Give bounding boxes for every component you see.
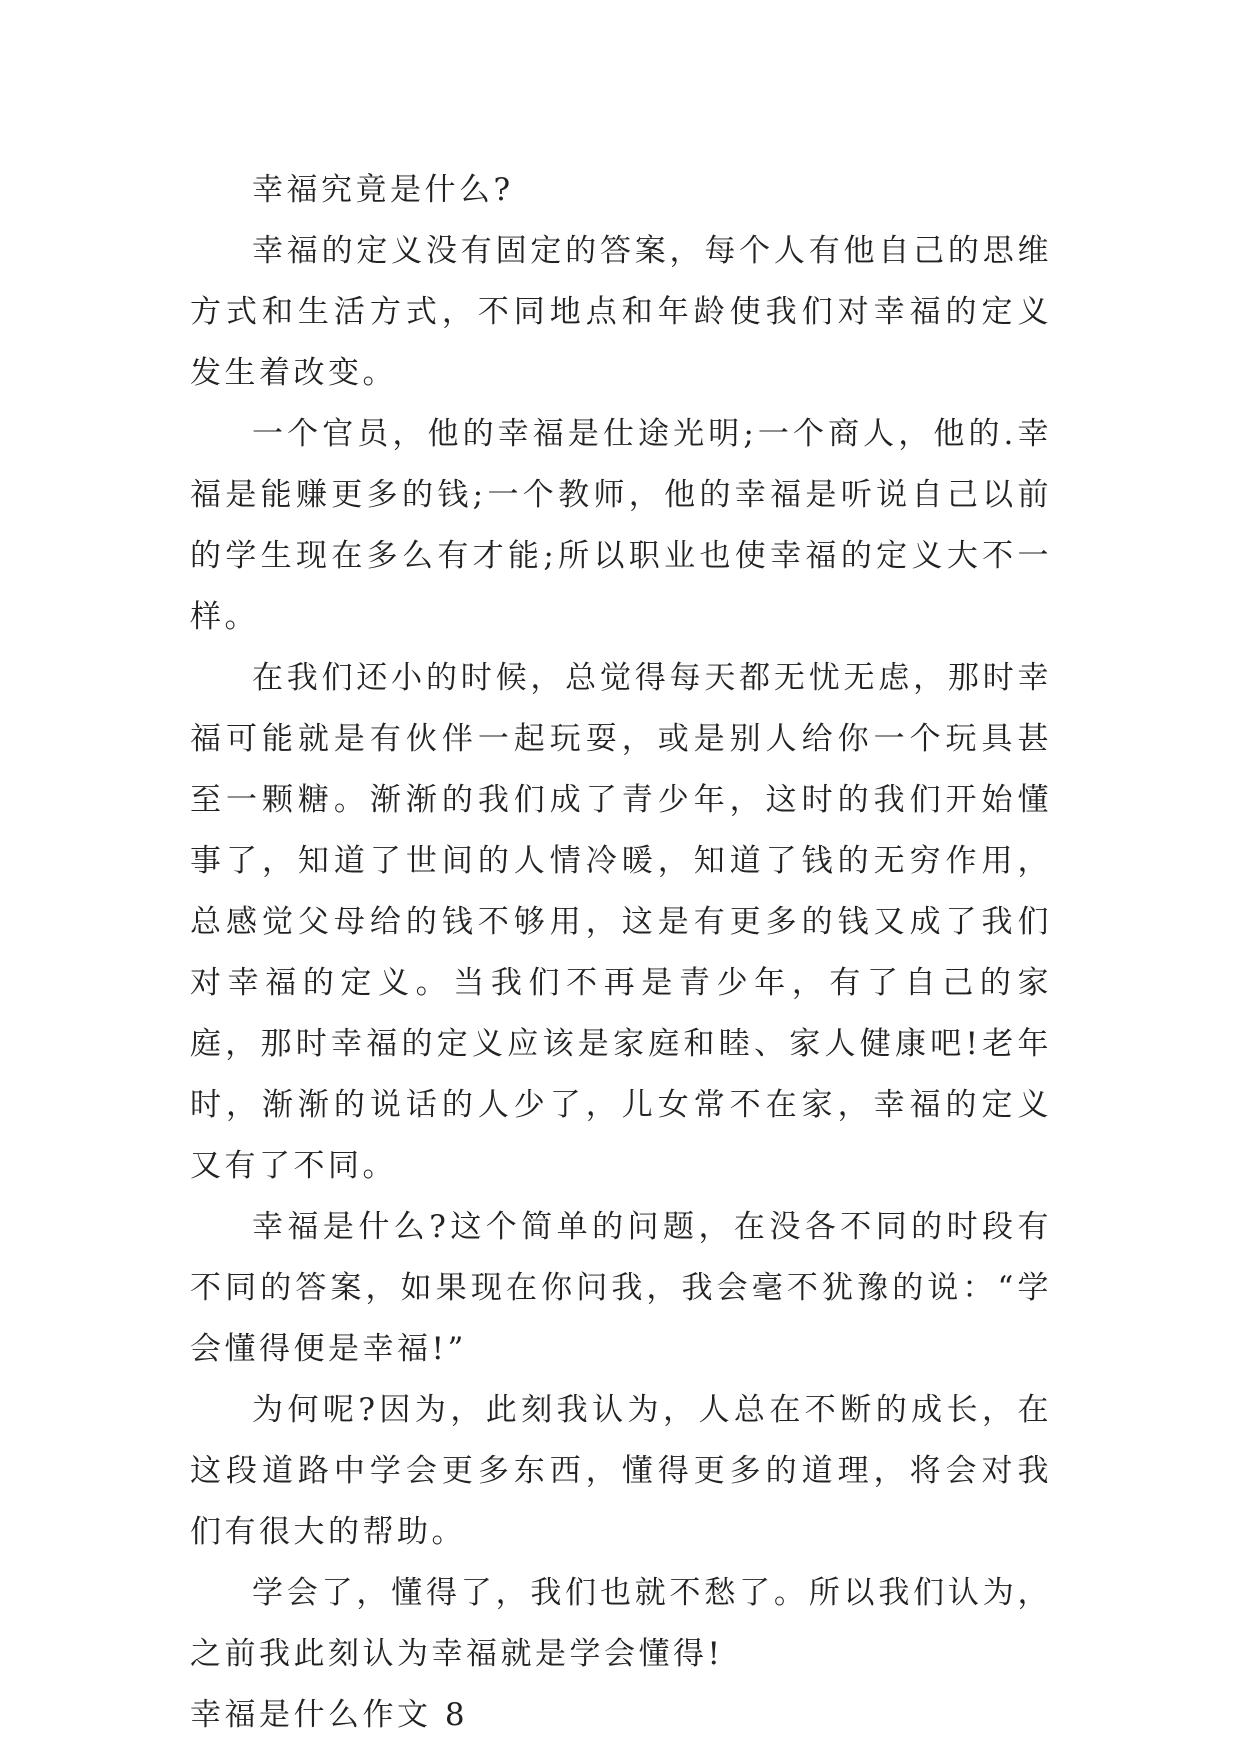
paragraph-professions: 一个官员，他的幸福是仕途光明;一个商人，他的.幸福是能赚更多的钱;一个教师，他的幸福是听说自己以前的学生现在多么有才能;所以职业也使幸福的定义大不一样。 [190, 416, 1052, 635]
document-body [190, 160, 1052, 1746]
paragraph-definition: 幸福的定义没有固定的答案，每个人有他自己的思维方式和生活方式，不同地点和年龄使我们对幸福的定义发生着改变。 [190, 233, 1052, 391]
paragraph-question: 幸福究竟是什么? [252, 172, 514, 208]
paragraph-conclusion: 学会了，懂得了，我们也就不愁了。所以我们认为，之前我此刻认为幸福就是学会懂得! [190, 1575, 1052, 1672]
paragraph-reason: 为何呢?因为，此刻我认为，人总在不断的成长，在这段道路中学会更多东西，懂得更多的道理，将会对我们有很大的帮助。 [190, 1392, 1052, 1550]
section-heading: 幸福是什么作文 8 [190, 1697, 469, 1733]
paragraph-life-stages: 在我们还小的时候，总觉得每天都无忧无虑，那时幸福可能就是有伙伴一起玩耍，或是别人给你一个玩具甚至一颗糖。渐渐的我们成了青少年，这时的我们开始懂事了，知道了世间的人情冷暖，知道了钱的无穷作用，总感觉父母给的钱不够用，这是有更多的钱又成了我们对幸福的定义。当我们不再是青少年，有了自己的家庭，那时幸福的定义应该是家庭和睦、家人健康吧!老年时，渐渐的说话的人少了，儿女常不在家，幸福的定义又有了不同。 [190, 660, 1052, 1184]
paragraph-answer: 幸福是什么?这个简单的问题，在没各不同的时段有不同的答案，如果现在你问我，我会毫不犹豫的说：“学会懂得便是幸福!” [190, 1209, 1052, 1367]
